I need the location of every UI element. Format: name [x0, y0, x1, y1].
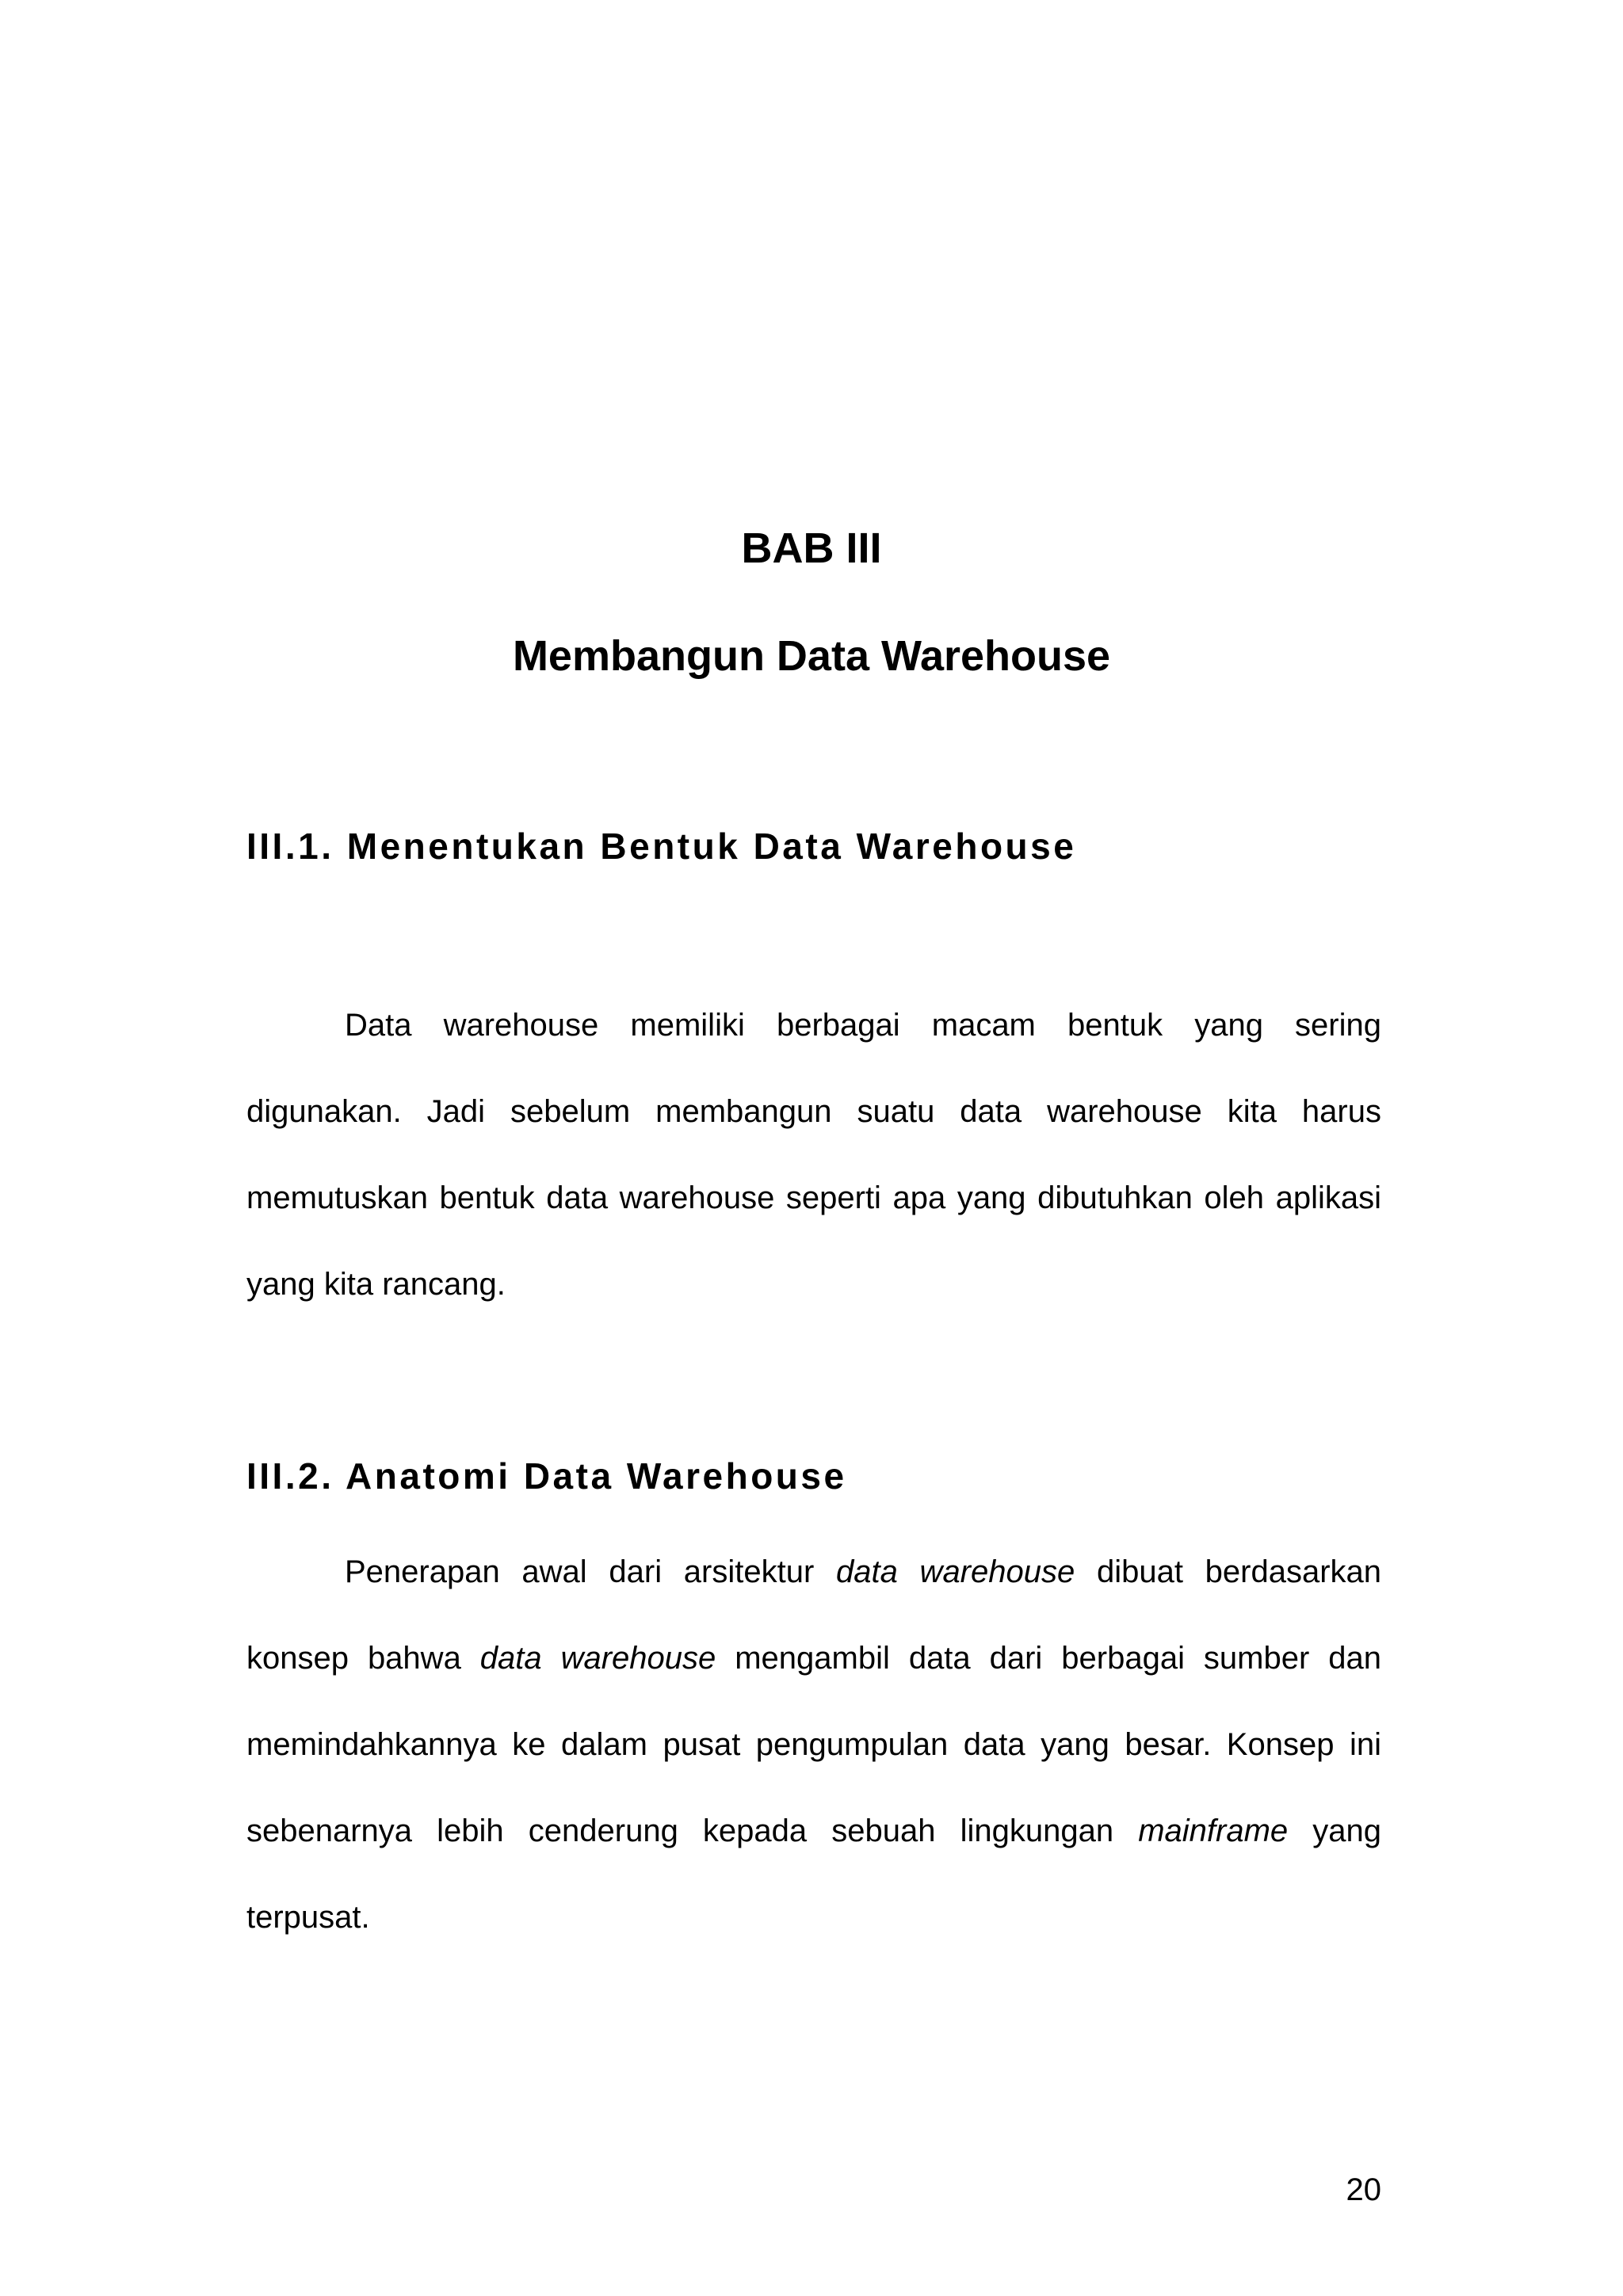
paragraph-text-run: Penerapan awal dari arsitektur: [345, 1554, 836, 1589]
italic-term: mainframe: [1138, 1814, 1289, 1848]
section-heading-2: III.2. Anatomi Data Warehouse: [246, 1455, 847, 1497]
section-1-paragraph: Data warehouse memiliki berbagai macam bentuk yang sering digunakan. Jadi sebelum membangun suatu data warehouse kita harus memutuskan bentuk data warehouse seperti apa yang dibutuhkan oleh aplikasi yang kita rancang.: [246, 1008, 1381, 1302]
section-heading-1: III.1. Menentukan Bentuk Data Warehouse: [246, 826, 1077, 867]
section-2-paragraph: [246, 1529, 1381, 1961]
paragraph-text-run: dibuat berdasarkan konsep bahwa: [246, 1554, 1382, 1676]
italic-term: data warehouse: [479, 1641, 716, 1676]
page-number: 20: [1346, 2172, 1381, 2207]
chapter-title: Membangun Data Warehouse: [512, 632, 1111, 680]
paragraph-text-run: mengambil data dari berbagai sumber dan memindahkannya ke dalam pusat pengumpulan data yang besar. Konsep ini sebenarnya lebih cenderung kepada sebuah lingkungan: [246, 1641, 1381, 1848]
italic-term: data warehouse: [836, 1554, 1075, 1589]
paragraph-text-run: yang terpusat.: [246, 1814, 1382, 1935]
chapter-label: BAB III: [741, 524, 882, 572]
